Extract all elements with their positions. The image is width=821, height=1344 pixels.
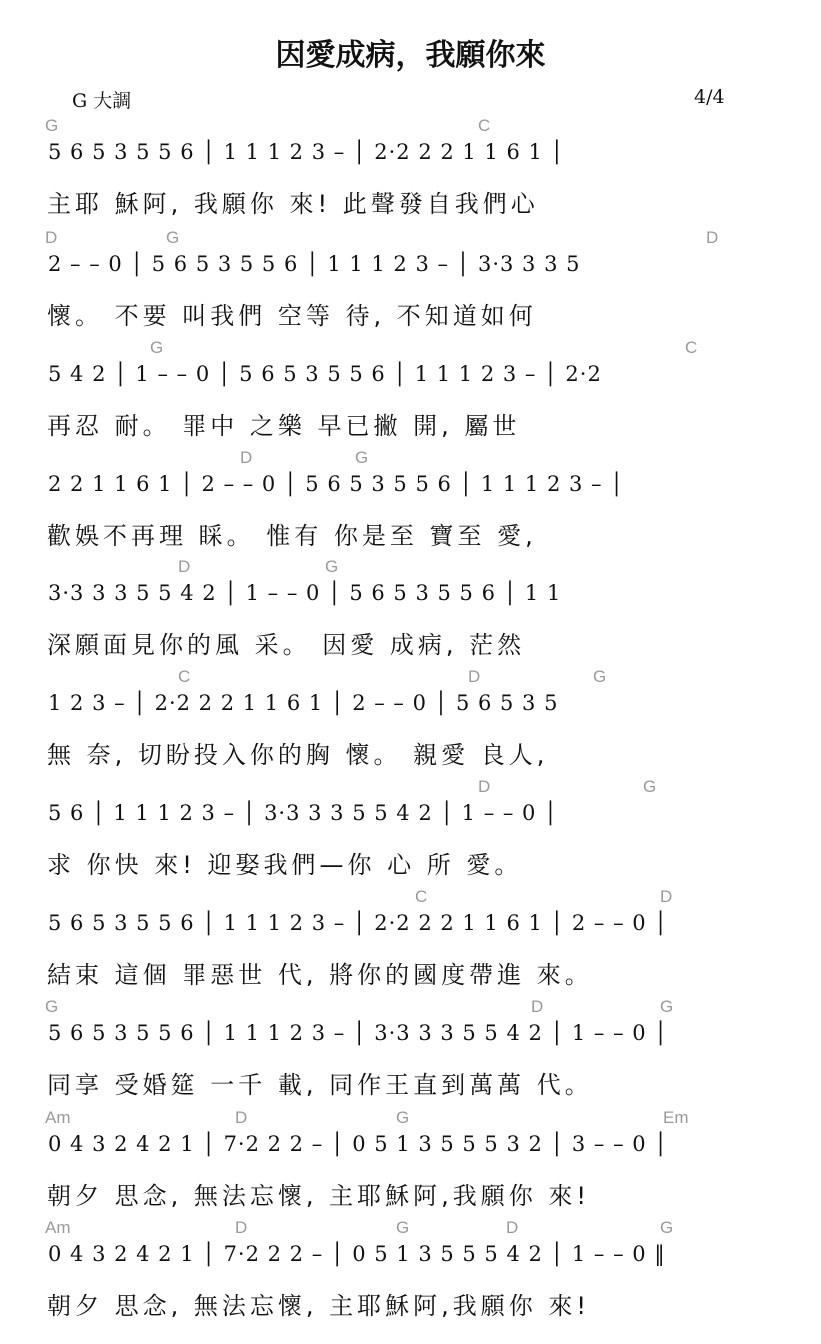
notation-line: 5 6 5 3 5 5 6 │ 1 1 1 2 3 – │ 3·3 3 3 5 5 4 2 │ 1 – – 0 │ bbox=[48, 1021, 668, 1045]
notation-line: 5 6 5 3 5 5 6 │ 1 1 1 2 3 – │ 2·2 2 2 1 1 6 1 │ 2 – – 0 │ bbox=[48, 911, 668, 935]
lyric-line: 朝夕 思念, 無法忘懷, 主耶穌阿,我願你 來! bbox=[47, 1292, 591, 1320]
chord-symbol: G bbox=[593, 667, 607, 686]
lyric-line: 再忍 耐。 罪中 之樂 早已撇 開, 屬世 bbox=[47, 412, 521, 440]
chord-symbol: C bbox=[178, 667, 191, 686]
chord-symbol: D bbox=[531, 997, 544, 1016]
notation-line: 0 4 3 2 4 2 1 │ 7·2 2 2 – │ 0 5 1 3 5 5 5 4 2 │ 1 – – 0 ‖ bbox=[48, 1242, 666, 1266]
chord-symbol: C bbox=[478, 116, 491, 135]
chord-symbol: Am bbox=[45, 1108, 71, 1127]
chord-symbol: D bbox=[478, 777, 491, 796]
notation-line: 1 2 3 – │ 2·2 2 2 1 1 6 1 │ 2 – – 0 │ 5 6 5 3 5 bbox=[48, 691, 559, 715]
key-signature: G 大調 bbox=[72, 90, 132, 112]
time-signature: 4/4 bbox=[694, 86, 725, 108]
chord-symbol: D bbox=[240, 448, 253, 467]
lyric-line: 懷。 不要 叫我們 空等 待, 不知道如何 bbox=[47, 302, 537, 330]
chord-symbol: D bbox=[235, 1108, 248, 1127]
chord-symbol: D bbox=[178, 557, 191, 576]
lyric-line: 同享 受婚筵 一千 載, 同作王直到萬萬 代。 bbox=[47, 1071, 593, 1099]
chord-symbol: C bbox=[685, 338, 698, 357]
chord-symbol: G bbox=[396, 1108, 410, 1127]
chord-symbol: D bbox=[468, 667, 481, 686]
chord-symbol: G bbox=[396, 1218, 410, 1237]
chord-symbol: G bbox=[150, 338, 164, 357]
chord-symbol: C bbox=[415, 887, 428, 906]
lyric-line: 求 你快 來! 迎娶我們—你 心 所 愛。 bbox=[47, 851, 523, 879]
lyric-line: 主耶 穌阿, 我願你 來! 此聲發自我們心 bbox=[47, 190, 539, 218]
notation-line: 0 4 3 2 4 2 1 │ 7·2 2 2 – │ 0 5 1 3 5 5 5 3 2 │ 3 – – 0 │ bbox=[48, 1132, 668, 1156]
lyric-line: 結束 這個 罪惡世 代, 將你的國度帶進 來。 bbox=[47, 961, 593, 989]
chord-symbol: D bbox=[235, 1218, 248, 1237]
notation-line: 2 2 1 1 6 1 │ 2 – – 0 │ 5 6 5 3 5 5 6 │ 1 1 1 2 3 – │ bbox=[48, 472, 624, 496]
lyric-line: 歡娛不再理 睬。 惟有 你是至 寶至 愛, bbox=[47, 522, 537, 550]
notation-line: 5 6 │ 1 1 1 2 3 – │ 3·3 3 3 5 5 4 2 │ 1 – – 0 │ bbox=[48, 801, 558, 825]
chord-symbol: D bbox=[45, 228, 58, 247]
notation-line: 3·3 3 3 5 5 4 2 │ 1 – – 0 │ 5 6 5 3 5 5 6 │ 1 1 bbox=[48, 581, 562, 605]
chord-symbol: D bbox=[660, 887, 673, 906]
notation-line: 5 4 2 │ 1 – – 0 │ 5 6 5 3 5 5 6 │ 1 1 1 2 3 – │ 2·2 bbox=[48, 362, 602, 386]
notation-line: 2 – – 0 │ 5 6 5 3 5 5 6 │ 1 1 1 2 3 – │ 3·3 3 3 5 bbox=[48, 252, 581, 276]
chord-symbol: G bbox=[660, 1218, 674, 1237]
chord-symbol: Am bbox=[45, 1218, 71, 1237]
chord-symbol: G bbox=[166, 228, 180, 247]
lyric-line: 朝夕 思念, 無法忘懷, 主耶穌阿,我願你 來! bbox=[47, 1182, 591, 1210]
chord-symbol: Em bbox=[663, 1108, 689, 1127]
chord-symbol: G bbox=[325, 557, 339, 576]
lyric-line: 無 奈, 切盼投入你的胸 懷。 親愛 良人, bbox=[47, 741, 549, 769]
lyric-line: 深願面見你的風 采。 因愛 成病, 茫然 bbox=[47, 631, 526, 659]
notation-line: 5 6 5 3 5 5 6 │ 1 1 1 2 3 – │ 2·2 2 2 1 1 6 1 │ bbox=[48, 140, 565, 164]
chord-symbol: G bbox=[660, 997, 674, 1016]
song-title: 因愛成病，我願你來 bbox=[275, 38, 546, 73]
chord-symbol: G bbox=[355, 448, 369, 467]
chord-symbol: D bbox=[706, 228, 719, 247]
chord-symbol: G bbox=[45, 116, 59, 135]
chord-symbol: G bbox=[643, 777, 657, 796]
chord-symbol: D bbox=[506, 1218, 519, 1237]
chord-symbol: G bbox=[45, 997, 59, 1016]
